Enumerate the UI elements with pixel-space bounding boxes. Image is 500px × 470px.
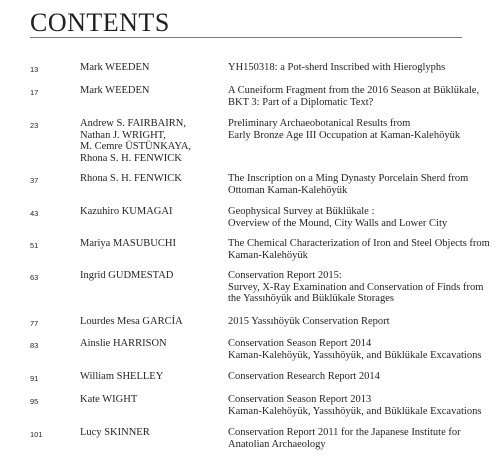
entry-page-number: 77 <box>30 319 39 328</box>
title-line: Conservation Report 2015: <box>228 270 342 281</box>
entry-title <box>228 270 490 305</box>
entry-author <box>80 270 220 282</box>
entry-author <box>80 206 220 218</box>
title-line: Kaman-Kalehöyük, Yassıhöyük, and Büklükale Excavations <box>228 405 482 417</box>
title-line: YH150318: a Pot-sherd Inscribed with Hieroglyphs <box>228 62 446 73</box>
entry-title <box>228 394 490 417</box>
title-line: Kaman-Kalehöyük, Yassıhöyük, and Büklükale Excavations <box>228 349 482 361</box>
title-line: 2015 Yassıhöyük Conservation Report <box>228 316 390 327</box>
entry-title <box>228 85 490 108</box>
title-line: Preliminary Archaeobotanical Results from <box>228 118 411 129</box>
entry-author <box>80 118 220 164</box>
entry-title <box>228 338 490 361</box>
author-line: Rhona S. H. FENWICK <box>80 152 182 164</box>
author-line: Nathan J. WRIGHT, <box>80 129 166 141</box>
author-line: Ingrid GUDMESTAD <box>80 270 174 281</box>
entry-title <box>228 62 490 74</box>
title-line: Kaman-Kalehöyük <box>228 249 308 261</box>
author-line: Ainslie HARRISON <box>80 338 167 349</box>
entry-author <box>80 394 220 406</box>
title-line: Conservation Season Report 2013 <box>228 394 372 405</box>
title-line: The Inscription on a Ming Dynasty Porcelain Sherd from <box>228 173 469 184</box>
entry-page-number: 91 <box>30 374 39 383</box>
entry-title <box>228 316 490 328</box>
entry-title <box>228 173 490 196</box>
entry-page-number: 51 <box>30 241 39 250</box>
title-line: Early Bronze Age III Occupation at Kaman-Kalehöyük <box>228 129 461 141</box>
entry-page-number: 83 <box>30 341 39 350</box>
author-line: Kazuhiro KUMAGAI <box>80 206 173 217</box>
author-line: Lucy SKINNER <box>80 427 150 438</box>
entry-page-number: 101 <box>30 430 43 439</box>
title-line: Conservation Report 2011 for the Japanese Institute for <box>228 427 461 438</box>
entry-title <box>228 427 490 450</box>
author-line: Rhona S. H. FENWICK <box>80 173 182 184</box>
entry-author <box>80 427 220 439</box>
entry-author <box>80 238 220 250</box>
entry-author <box>80 371 220 383</box>
author-line: Andrew S. FAIRBAIRN, <box>80 118 186 129</box>
title-line: BKT 3: Part of a Diplomatic Text? <box>228 96 374 108</box>
title-divider <box>30 37 462 38</box>
entry-author <box>80 338 220 350</box>
title-line: the Yassıhöyük and Büklükale Storages <box>228 293 394 304</box>
entry-author <box>80 62 220 74</box>
entry-author <box>80 85 220 97</box>
title-line: The Chemical Characterization of Iron and Steel Objects from <box>228 238 490 249</box>
entry-page-number: 43 <box>30 209 39 218</box>
entry-title <box>228 118 490 141</box>
page-title: CONTENTS <box>30 8 170 37</box>
author-line: Mariya MASUBUCHI <box>80 238 176 249</box>
title-line: A Cuneiform Fragment from the 2016 Season at Büklükale, <box>228 85 480 96</box>
entry-title <box>228 206 490 229</box>
entry-title <box>228 371 490 383</box>
entry-page-number: 17 <box>30 88 39 97</box>
entry-page-number: 63 <box>30 273 39 282</box>
entry-author <box>80 316 220 328</box>
author-line: Lourdes Mesa GARCÍA <box>80 316 183 327</box>
entry-page-number: 13 <box>30 65 39 74</box>
title-line: Overview of the Mound, City Walls and Lower City <box>228 217 448 229</box>
author-line: Mark WEEDEN <box>80 62 150 73</box>
title-line: Survey, X-Ray Examination and Conservation of Finds from <box>228 281 484 293</box>
entry-title <box>228 238 490 261</box>
entry-author <box>80 173 220 185</box>
entry-page-number: 95 <box>30 397 39 406</box>
title-line: Anatolian Archaeology <box>228 438 326 450</box>
author-line: M. Cemre ÜSTÜNKAYA, <box>80 141 192 152</box>
entry-page-number: 37 <box>30 176 39 185</box>
author-line: Mark WEEDEN <box>80 85 150 96</box>
title-line: Conservation Season Report 2014 <box>228 338 372 349</box>
title-line: Conservation Research Report 2014 <box>228 371 380 382</box>
entry-page-number: 23 <box>30 121 39 130</box>
author-line: Kate WIGHT <box>80 394 138 405</box>
author-line: William SHELLEY <box>80 371 164 382</box>
title-line: Geophysical Survey at Büklükale : <box>228 206 375 217</box>
title-line: Ottoman Kaman-Kalehöyük <box>228 184 348 196</box>
